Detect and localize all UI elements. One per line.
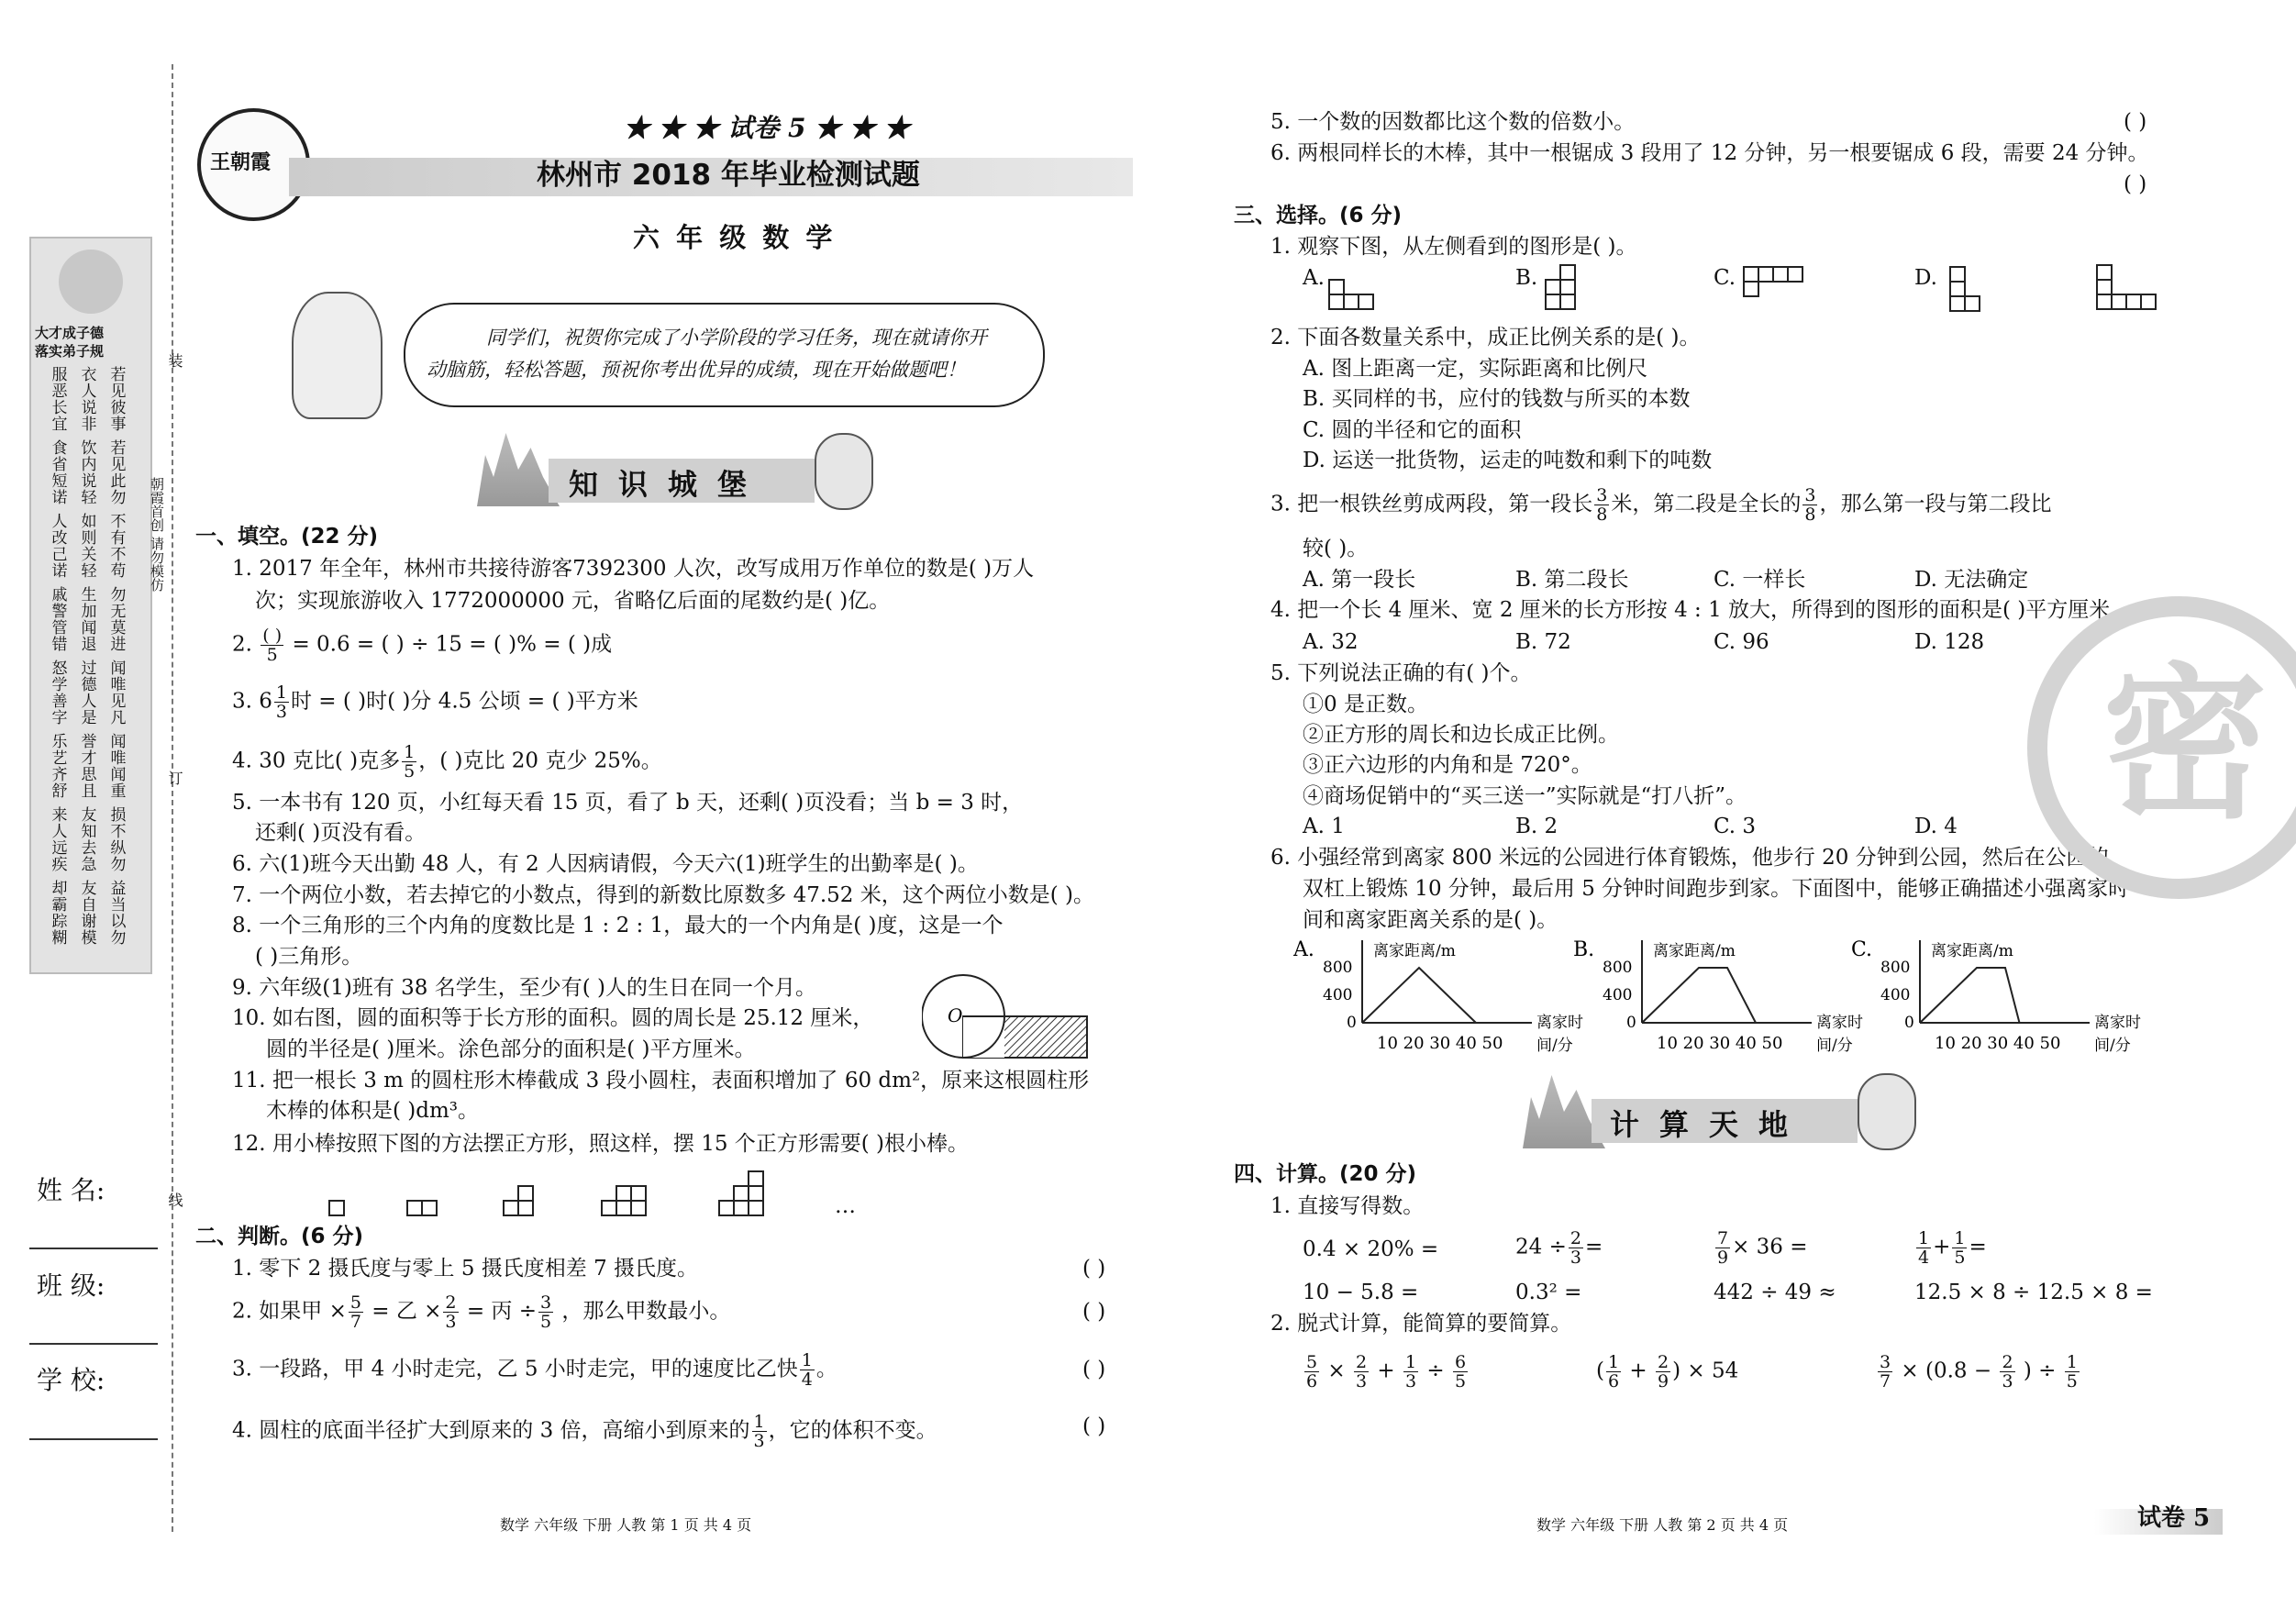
graph-tick-0: 0 bbox=[1904, 1014, 1914, 1032]
choice-3-line-b: 较( )。 bbox=[1303, 537, 1369, 560]
name-line[interactable] bbox=[29, 1248, 158, 1249]
q11-line-a: 11. 把一根长 3 m 的圆柱形木棒截成 3 段小圆柱，表面积增加了 60 dm²，原来这根圆柱形 bbox=[232, 1069, 1090, 1092]
graph-tick-0: 0 bbox=[1347, 1014, 1357, 1032]
graph-x-label-2: 间/分 bbox=[1816, 1037, 1853, 1055]
q1-line-a: 1. 2017 年全年，林州市共接待游客7392300 人次，改写成用万作单位的数是( )万人 bbox=[232, 557, 1035, 581]
reading-kid-icon-2 bbox=[1858, 1073, 1916, 1150]
greeting-line-2: 动脑筋，轻松答题，预祝你考出优异的成绩，现在开始做题吧！ bbox=[427, 359, 966, 381]
q10-line-a: 10. 如右图，圆的面积等于长方形的面积。圆的周长是 25.12 厘米， bbox=[232, 1006, 874, 1030]
choice-2-opt-d[interactable]: D. 运送一批货物，运走的吨数和剩下的吨数 bbox=[1303, 449, 1713, 472]
motto-column: 食省短诺 bbox=[51, 439, 68, 507]
section-calc: 四、计算。(20 分) bbox=[1234, 1162, 1417, 1186]
motto-column: 益当以勿 bbox=[110, 880, 127, 948]
reading-kid-icon bbox=[815, 433, 873, 510]
q2-fraction[interactable]: $\frac{( )}{5}$ bbox=[262, 626, 283, 665]
stick-squares-ellipsis: … bbox=[835, 1194, 856, 1218]
choice-4-opt-d[interactable]: D. 128 bbox=[1914, 630, 1985, 654]
motto-column: 闻唯闻重 bbox=[110, 733, 127, 801]
graph-x-label-2: 间/分 bbox=[1536, 1037, 1573, 1055]
choice-6-line-c: 间和离家距离关系的是( )。 bbox=[1303, 908, 1558, 932]
calc-1b: 24 ÷ $\frac{2}{3}$ = bbox=[1515, 1228, 1603, 1268]
judge-4: 4. 圆柱的底面半径扩大到原来的 3 倍，高缩小到原来的 $\frac{1}{3}$ ，它的体积不变。 bbox=[232, 1412, 937, 1451]
judge-1: 1. 零下 2 摄氏度与零上 5 摄氏度相差 7 摄氏度。 bbox=[232, 1257, 699, 1281]
choice-4-opt-b[interactable]: B. 72 bbox=[1515, 630, 1571, 654]
motto-column: 生加闻退 bbox=[81, 586, 97, 654]
choice-5-statement-1: ①0 是正数。 bbox=[1303, 693, 1428, 716]
q11-line-b: 木棒的体积是( )dm³。 bbox=[266, 1099, 480, 1123]
graph-x-label: 离家时 bbox=[1536, 1014, 1583, 1032]
motto-column: 却霸踪糊 bbox=[51, 880, 68, 948]
q5-line-a: 5. 一本书有 120 页，小红每天看 15 页，看了 b 天，还剩( )页没看；当 b = 3 时， bbox=[232, 791, 1024, 815]
calc-2b: ( $\frac{1}{6}$ + $\frac{2}{9}$ ) × 54 bbox=[1596, 1352, 1739, 1392]
motto-column: 饮内说轻 bbox=[81, 439, 97, 507]
q5-line-b: 还剩( )页没有看。 bbox=[255, 821, 427, 845]
motto-column: 勿无莫进 bbox=[110, 586, 127, 654]
section-fill-blank: 一、填空。(22 分) bbox=[195, 525, 379, 549]
motto-column: 衣人说非 bbox=[81, 366, 97, 434]
section-choice: 三、选择。(6 分) bbox=[1234, 204, 1403, 227]
choice-3-opt-b[interactable]: B. 第二段长 bbox=[1515, 568, 1629, 592]
castle-icon bbox=[477, 433, 560, 506]
judge-3-answer[interactable]: ( ) bbox=[1082, 1358, 1106, 1381]
graph-tick-800: 800 bbox=[1323, 959, 1353, 977]
calc-1a: 0.4 × 20% = bbox=[1303, 1237, 1439, 1261]
motto-line-2: 落实弟子规 bbox=[35, 343, 105, 360]
class-line[interactable] bbox=[29, 1343, 158, 1345]
graph-x-label-2: 间/分 bbox=[2094, 1037, 2131, 1055]
choice-5-opt-b[interactable]: B. 2 bbox=[1515, 815, 1558, 838]
motto-column: 损不纵勿 bbox=[110, 806, 127, 874]
judge-2: 2. 如果甲 × $\frac{5}{7}$ = 乙 × $\frac{2}{3}$ = 丙 ÷ $\frac{3}{5}$ ，那么甲数最小。 bbox=[232, 1292, 731, 1332]
circle-rectangle-figure bbox=[922, 972, 1096, 1069]
svg-text:O: O bbox=[948, 1004, 963, 1026]
q8-line-b: ( )三角形。 bbox=[255, 945, 363, 969]
q7: 7. 一个两位小数，若去掉它的小数点，得到的新数比原数多 47.52 米，这个两位小数是( )。 bbox=[232, 883, 1094, 907]
graph-tick-800: 800 bbox=[1603, 959, 1633, 977]
q6: 6. 六(1)班今天出勤 48 人，有 2 人因病请假，今天六(1)班学生的出勤率是( )。 bbox=[232, 852, 979, 876]
choice-3-opt-c[interactable]: C. 一样长 bbox=[1714, 568, 1806, 592]
motto-column: 友自谢模 bbox=[81, 880, 97, 948]
graph-x-ticks: 10 20 30 40 50 bbox=[1935, 1034, 2061, 1053]
graph-x-ticks: 10 20 30 40 50 bbox=[1657, 1034, 1783, 1053]
graph-tick-400: 400 bbox=[1880, 986, 1911, 1004]
graph-tick-400: 400 bbox=[1323, 986, 1353, 1004]
choice-1-opt-c[interactable]: C. bbox=[1714, 266, 1736, 290]
judge-2-answer[interactable]: ( ) bbox=[1082, 1300, 1106, 1324]
binding-dashed-line bbox=[172, 64, 173, 1532]
confidential-stamp: 密 bbox=[2027, 596, 2296, 899]
seal-mark-2: 订 bbox=[166, 771, 183, 785]
graph-x-ticks: 10 20 30 40 50 bbox=[1377, 1034, 1503, 1053]
teacher-illustration bbox=[292, 292, 383, 419]
school-label: 学 校: bbox=[37, 1365, 105, 1395]
choice-5: 5. 下列说法正确的有( )个。 bbox=[1270, 661, 1532, 685]
graph-option-label: B. bbox=[1573, 938, 1595, 961]
motto-column: 人改己诺 bbox=[51, 513, 68, 581]
graph-option-label: C. bbox=[1851, 938, 1873, 961]
calc-2: 2. 脱式计算，能简算的要简算。 bbox=[1270, 1312, 1572, 1336]
choice-5-opt-a[interactable]: A. 1 bbox=[1303, 815, 1345, 838]
calc-banner-title: 计算天地 bbox=[1610, 1107, 1809, 1142]
q1-line-b: 次；实现旅游收入 1772000000 元，省略亿后面的尾数约是( )亿。 bbox=[255, 589, 891, 613]
graph-line bbox=[1642, 968, 1756, 1023]
graph-y-label: 离家距离/m bbox=[1931, 942, 2013, 960]
subject-title: 六 年 级 数 学 bbox=[633, 222, 837, 253]
motto-column: 闻唯见凡 bbox=[110, 660, 127, 727]
choice-6-line-a: 6. 小强经常到离家 800 米远的公园进行体育锻炼，他步行 20 分钟到公园，然后在公园的 bbox=[1270, 846, 2109, 870]
motto-column: 过德人是 bbox=[81, 660, 97, 727]
school-line[interactable] bbox=[29, 1438, 158, 1440]
choice-6-line-b: 双杠上锻炼 10 分钟，最后用 5 分钟时间跑步到家。下面图中，能够正确描述小强离家时 bbox=[1303, 877, 2130, 901]
calc-1d: $\frac{1}{4}$ + $\frac{1}{5}$ = bbox=[1918, 1228, 1987, 1268]
publisher-logo: 王朝霞 bbox=[197, 108, 310, 221]
judge-5: 5. 一个数的因数都比这个数的倍数小。 bbox=[1270, 110, 1636, 134]
graph-x-label: 离家时 bbox=[2094, 1014, 2141, 1032]
choice-3: 3. 把一根铁丝剪成两段，第一段长 $\frac{3}{8}$ 米，第二段是全长的 $\frac{3}{8}$ ，那么第一段与第二段比 bbox=[1270, 485, 2052, 525]
calc-1f: 0.3² = bbox=[1515, 1281, 1582, 1304]
scholar-illustration bbox=[59, 250, 123, 314]
section-judge: 二、判断。(6 分) bbox=[195, 1225, 364, 1248]
choice-5-statement-3: ③正六边形的内角和是 720°。 bbox=[1303, 753, 1592, 777]
q9: 9. 六年级(1)班有 38 名学生，至少有( )人的生日在同一个月。 bbox=[232, 976, 816, 1000]
motto-column: 誉才思且 bbox=[81, 733, 97, 801]
motto-column: 若见彼事 bbox=[110, 366, 127, 434]
graph-option[interactable] bbox=[1573, 938, 1863, 1055]
judge-5-answer[interactable]: ( ) bbox=[2124, 110, 2147, 134]
choice-5-opt-d[interactable]: D. 4 bbox=[1914, 815, 1958, 838]
seal-mark-1: 装 bbox=[166, 353, 183, 368]
choice-1: 1. 观察下图，从左侧看到的图形是( )。 bbox=[1270, 235, 1637, 259]
greeting-line-1: 同学们，祝贺你完成了小学阶段的学习任务，现在就请你开 bbox=[486, 327, 987, 349]
class-label: 班 级: bbox=[37, 1270, 105, 1301]
choice-2-opt-a[interactable]: A. 图上距离一定，实际距离和比例尺 bbox=[1303, 357, 1648, 381]
motto-column: 服恶长宜 bbox=[51, 366, 68, 434]
q10-line-b: 圆的半径是( )厘米。涂色部分的面积是( )平方厘米。 bbox=[266, 1037, 756, 1061]
sidebar-motto-panel bbox=[29, 237, 152, 974]
motto-column: 如则关轻 bbox=[81, 513, 97, 581]
q8-line-a: 8. 一个三角形的三个内角的度数比是 1 : 2 : 1，最大的一个内角是( )度，这是一个 bbox=[232, 914, 1004, 937]
calc-2a: $\frac{5}{6}$ × $\frac{2}{3}$ + $\frac{1}{3}$ ÷ $\frac{6}{5}$ bbox=[1306, 1352, 1467, 1392]
choice-4-opt-c[interactable]: C. 96 bbox=[1714, 630, 1769, 654]
graph-tick-800: 800 bbox=[1880, 959, 1911, 977]
q4: 4. 30 克比( )克多 $\frac{1}{5}$ ，( )克比 20 克少 25%。 bbox=[232, 742, 662, 782]
sidebar-note: 朝霞首创 请勿模仿 bbox=[149, 477, 165, 592]
choice-2-opt-b[interactable]: B. 买同样的书，应付的钱数与所买的本数 bbox=[1303, 387, 1691, 411]
choice-3-opt-a[interactable]: A. 第一段长 bbox=[1303, 568, 1416, 592]
calc-2c: $\frac{3}{7}$ × (0.8 − $\frac{2}{3}$ ) ÷ $\frac{1}{5}$ bbox=[1880, 1352, 2078, 1392]
graph-tick-400: 400 bbox=[1603, 986, 1633, 1004]
right-page-footer: 数学 六年级 下册 人教 第 2 页 共 4 页 bbox=[1536, 1516, 1789, 1534]
calc-1h: 12.5 × 8 ÷ 12.5 × 8 = bbox=[1914, 1281, 2153, 1304]
distance-time-graphs bbox=[1293, 936, 2165, 1073]
judge-4-answer[interactable]: ( ) bbox=[1082, 1414, 1106, 1438]
q12: 12. 用小棒按照下图的方法摆正方形，照这样，摆 15 个正方形需要( )根小棒。 bbox=[232, 1132, 970, 1156]
choice-5-statement-2: ②正方形的周长和边长成正比例。 bbox=[1303, 723, 1619, 747]
choice-2-opt-c[interactable]: C. 圆的半径和它的面积 bbox=[1303, 418, 1522, 442]
calc-1g: 442 ÷ 49 ≈ bbox=[1714, 1281, 1836, 1304]
calc-1c: $\frac{7}{9}$ × 36 = bbox=[1717, 1228, 1808, 1268]
seal-mark-3: 线 bbox=[166, 1192, 183, 1207]
graph-y-label: 离家距离/m bbox=[1373, 942, 1456, 960]
motto-line-1: 大才成子德 bbox=[35, 325, 105, 341]
motto-column: 若见此勿 bbox=[110, 439, 127, 507]
graph-tick-0: 0 bbox=[1626, 1014, 1636, 1032]
paper-series: ★ ★ ★ 试卷 5 ★ ★ ★ bbox=[624, 113, 910, 143]
choice-4: 4. 把一个长 4 厘米、宽 2 厘米的长方形按 4 : 1 放大，所得到的图形的面积是( )平方厘米。 bbox=[1270, 598, 2132, 622]
motto-column: 戚警管错 bbox=[51, 586, 68, 654]
left-page-footer: 数学 六年级 下册 人教 第 1 页 共 4 页 bbox=[500, 1516, 752, 1534]
graph-option[interactable] bbox=[1851, 938, 2141, 1055]
calc-1: 1. 直接写得数。 bbox=[1270, 1194, 1425, 1218]
graph-option-label: A. bbox=[1293, 938, 1314, 961]
choice-1-opt-b[interactable]: B. bbox=[1515, 266, 1538, 290]
knowledge-banner-title: 知识城堡 bbox=[569, 467, 768, 502]
choice-1-opt-d[interactable]: D. bbox=[1914, 266, 1937, 290]
motto-column: 乐艺齐舒 bbox=[51, 733, 68, 801]
motto-column: 来人远疾 bbox=[51, 806, 68, 874]
choice-3-opt-d[interactable]: D. 无法确定 bbox=[1914, 568, 2029, 592]
q2: 2. $\frac{( )}{5}$ = 0.6 = ( ) ÷ 15 = ( )% = ( )成 bbox=[232, 626, 613, 665]
judge-3: 3. 一段路，甲 4 小时走完，乙 5 小时走完，甲的速度比乙快 $\frac{1}{4}$ 。 bbox=[232, 1350, 837, 1390]
choice-5-opt-c[interactable]: C. 3 bbox=[1714, 815, 1757, 838]
motto-column: 友知去急 bbox=[81, 806, 97, 874]
choice-5-statement-4: ④商场促销中的“买三送一”实际就是“打八折”。 bbox=[1303, 784, 1747, 808]
graph-option[interactable] bbox=[1293, 938, 1583, 1055]
judge-1-answer[interactable]: ( ) bbox=[1082, 1257, 1106, 1281]
calc-1e: 10 − 5.8 = bbox=[1303, 1281, 1419, 1304]
graph-x-label: 离家时 bbox=[1816, 1014, 1863, 1032]
motto-column: 不有不苟 bbox=[110, 513, 127, 581]
choice-4-opt-a[interactable]: A. 32 bbox=[1303, 630, 1359, 654]
q3: 3. 6 $\frac{1}{3}$ 时 = ( )时( )分 4.5 公顷 = ( )平方米 bbox=[232, 682, 638, 722]
corner-paper-number: 试卷 5 bbox=[2137, 1504, 2211, 1532]
graph-y-label: 离家距离/m bbox=[1653, 942, 1736, 960]
exam-title: 林州市 2018 年毕业检测试题 bbox=[537, 159, 920, 192]
judge-6-answer[interactable]: ( ) bbox=[2124, 172, 2147, 196]
graph-line bbox=[1920, 968, 2020, 1023]
motto-column: 怒学善字 bbox=[51, 660, 68, 727]
greeting-bubble bbox=[404, 303, 1045, 407]
name-label: 姓 名: bbox=[37, 1175, 105, 1205]
judge-6: 6. 两根同样长的木棒，其中一根锯成 3 段用了 12 分钟，另一根要锯成 6 段，需要 24 分钟。 bbox=[1270, 141, 2149, 165]
choice-2: 2. 下面各数量关系中，成正比例关系的是( )。 bbox=[1270, 326, 1701, 349]
choice-1-opt-a[interactable]: A. bbox=[1303, 266, 1325, 290]
graph-line bbox=[1362, 968, 1476, 1023]
